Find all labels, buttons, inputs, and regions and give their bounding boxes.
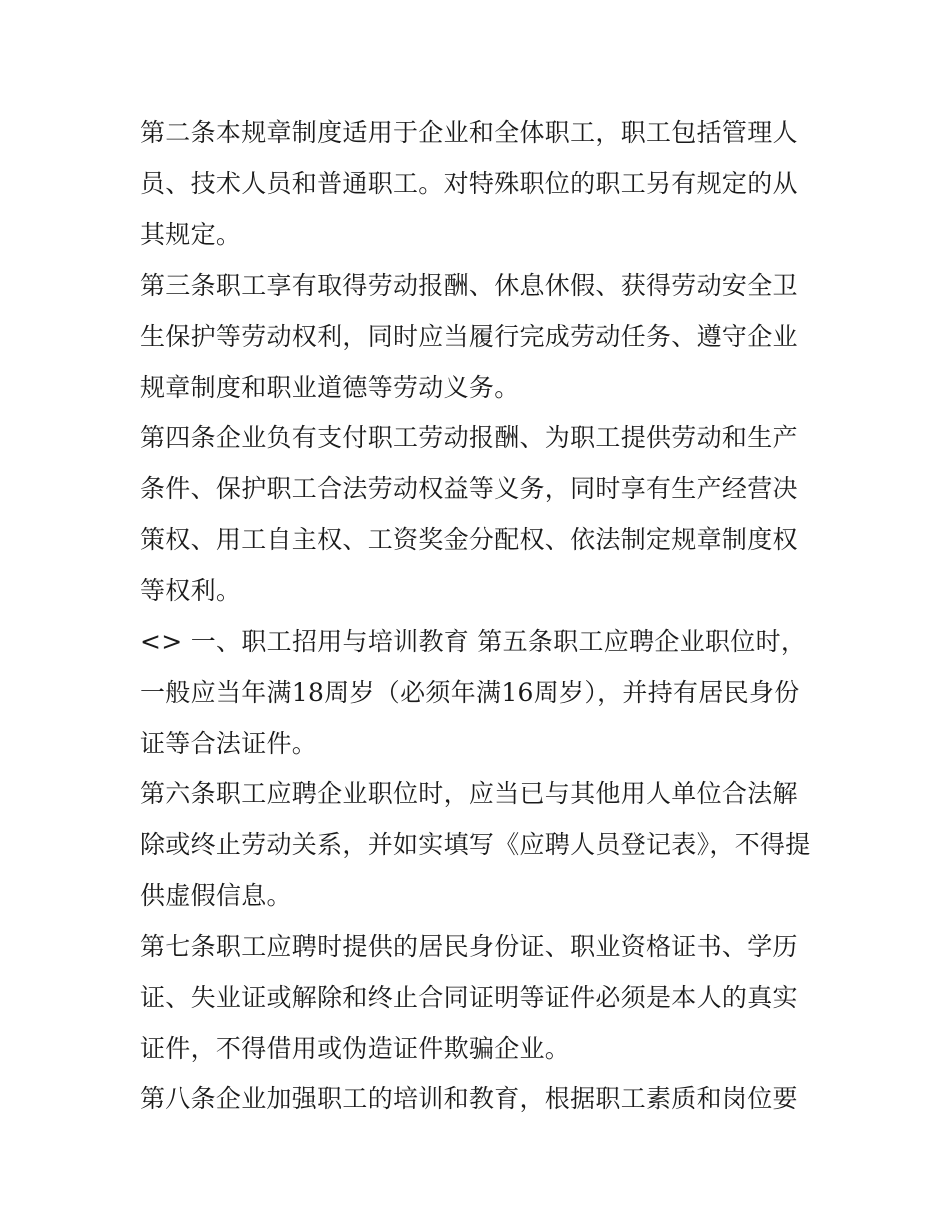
paragraph-article-6: 第六条职工应聘企业职位时，应当已与其他用人单位合法解除或终止劳动关系，并如实填写《应聘人员登记表》，不得提供虚假信息。: [140, 779, 811, 910]
document-body: [140, 107, 820, 1124]
paragraph-article-7: 第七条职工应聘时提供的居民身份证、职业资格证书、学历证、失业证或解除和终止合同证明等证件必须是本人的真实证件，不得借用或伪造证件欺骗企业。: [140, 931, 798, 1063]
paragraph-article-8: 第八条企业加强职工的培训和教育，根据职工素质和岗位要: [140, 1084, 798, 1113]
paragraph-article-4: 第四条企业负有支付职工劳动报酬、为职工提供劳动和生产条件、保护职工合法劳动权益等义务，同时享有生产经营决策权、用工自主权、工资奖金分配权、依法制定规章制度权等权利。: [140, 423, 798, 605]
paragraph-article-3: 第三条职工享有取得劳动报酬、休息休假、获得劳动安全卫生保护等劳动权利，同时应当履行完成劳动任务、遵守企业规章制度和职业道德等劳动义务。: [140, 270, 798, 402]
paragraph-article-5: <> 一、职工招用与培训教育 第五条职工应聘企业职位时，一般应当年满18周岁（必须年满16周岁），并持有居民身份证等合法证件。: [140, 626, 807, 758]
paragraph-article-2: 第二条本规章制度适用于企业和全体职工，职工包括管理人员、技术人员和普通职工。对特殊职位的职工另有规定的从其规定。: [140, 118, 798, 249]
